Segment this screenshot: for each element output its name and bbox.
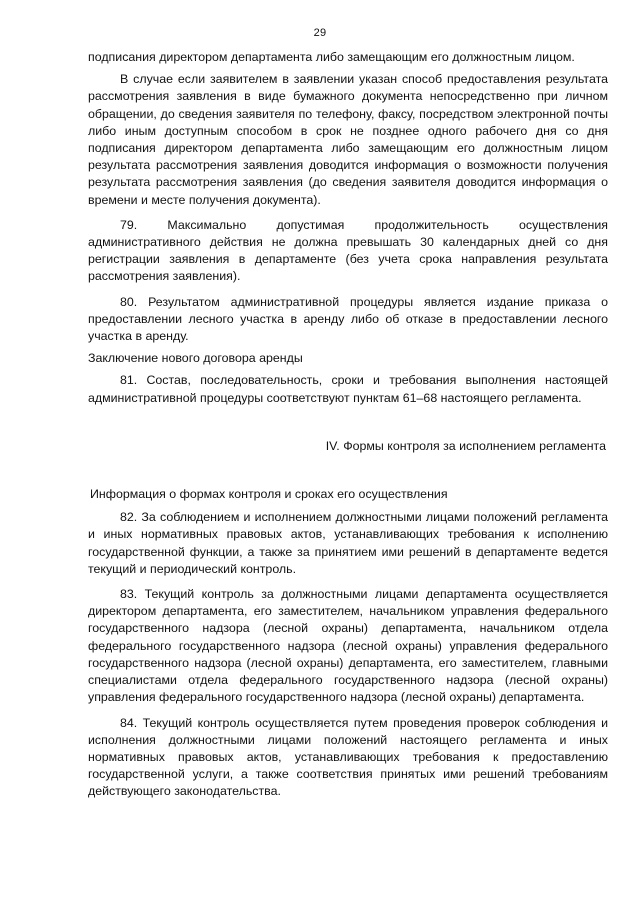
document-body — [88, 49, 608, 809]
paragraph-notification: В случае если заявителем в заявлении указан способ предоставления результата рассмотрения заявления в виде бумажного документа непосредственно при личном обращении, до сведения заявителя по телефону, факсу, посредством электронной почты либо иным доступным способом в срок не позднее одного рабочего дня со дня подписания директором департамента либо замещающим его должностным лицом результата рассмотрения заявления доводится информация о возможности получения результата рассмотрения заявления (до сведения заявителя доводится информация о времени и месте получения документа). — [88, 72, 608, 207]
paragraph-83: 83. Текущий контроль за должностными лицами департамента осуществляется директором департамента, его заместителем, начальником управления федерального государственного надзора (лесной охраны) департамента, начальником отдела федерального государственного надзора (лесной охраны) управления федерального государственного надзора (лесной охраны) департамента, его заместителем, главными специалистами отдела федерального государственного надзора (лесной охраны) управления федерального государственного надзора (лесной охраны) департамента. — [88, 587, 608, 705]
paragraph-81: 81. Состав, последовательность, сроки и требования выполнения настоящей административной процедуры соответствуют пунктам 61–68 настоящего регламента. — [88, 373, 608, 405]
subheading-control-info: Информация о формах контроля и сроках его осуществления — [90, 487, 448, 502]
paragraph-84: 84. Текущий контроль осуществляется путем проведения проверок соблюдения и исполнения должностными лицами положений настоящего регламента и иных нормативных правовых актов, устанавливающих требования к предоставлению государственной услуги, а также соответствия принятых ими решений требованиям действующего законодательства. — [88, 715, 608, 799]
paragraph-continuation: подписания директором департамента либо замещающим его должностным лицом. — [88, 50, 575, 64]
paragraph-82: 82. За соблюдением и исполнением должностными лицами положений регламента и иных нормативных правовых актов, устанавливающих требования к исполнению государственной функции, а также за принятием ими решений в департаменте ведется текущий и периодический контроль. — [88, 510, 608, 576]
paragraph-80: 80. Результатом административной процедуры является издание приказа о предоставлении лесного участка в аренду либо об отказе в предоставлении лесного участка в аренду. — [88, 294, 608, 344]
paragraph-79: 79. Максимально допустимая продолжительность осуществления административного действия не должна превышать 30 календарных дней со дня регистрации заявления в департаменте (без учета срока направления результата рассмотрения заявления). — [88, 217, 608, 284]
section-heading-iv: IV. Формы контроля за исполнением регламента — [325, 438, 606, 453]
subheading-new-lease: Заключение нового договора аренды — [88, 351, 303, 366]
page-number: 29 — [313, 27, 327, 39]
